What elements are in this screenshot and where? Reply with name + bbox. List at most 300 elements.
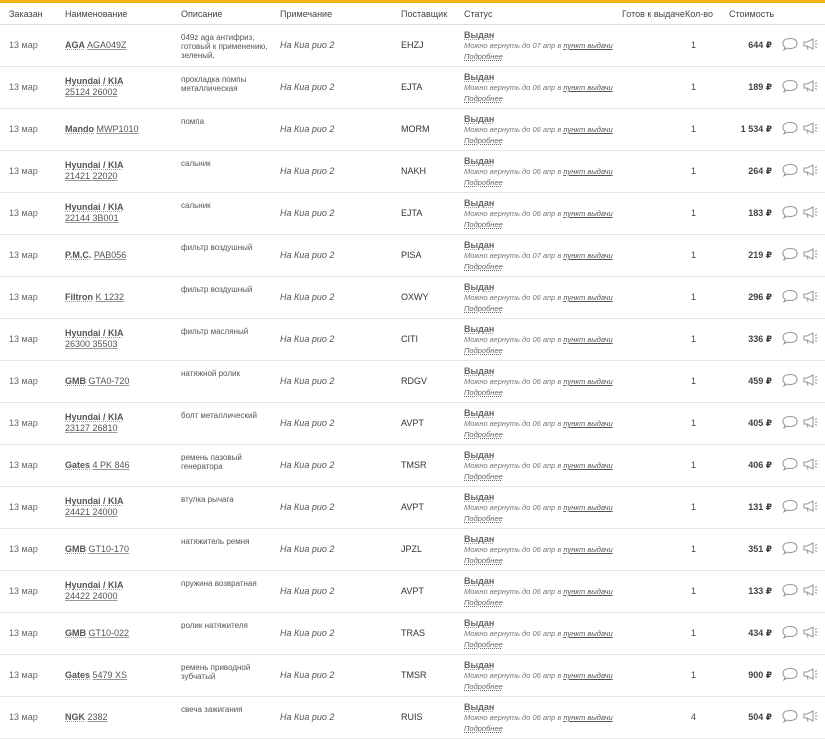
quantity: 1: [690, 208, 696, 218]
megaphone-icon[interactable]: [801, 331, 819, 345]
brand-link[interactable]: AGA: [65, 40, 85, 50]
price: 434 ₽: [748, 628, 772, 638]
order-date: 13 мар: [9, 40, 38, 50]
table-row[interactable]: [0, 361, 825, 403]
part-code-link[interactable]: 24421 24000: [65, 507, 118, 517]
header-status[interactable]: Статус: [464, 9, 493, 19]
row-actions: [781, 583, 821, 597]
return-text: Можно вернуть до 06 апр в: [464, 125, 562, 134]
part-name: [65, 370, 129, 387]
return-text: Можно вернуть до 07 апр в: [464, 251, 562, 260]
megaphone-icon[interactable]: [801, 499, 819, 513]
status-label[interactable]: Выдан: [464, 702, 495, 712]
megaphone-icon[interactable]: [801, 289, 819, 303]
return-text: Можно вернуть до 06 апр в: [464, 335, 562, 344]
part-description: прокладка помпы металлическая: [181, 75, 247, 93]
comment-icon[interactable]: [781, 709, 799, 723]
price: 504 ₽: [748, 712, 772, 722]
megaphone-icon[interactable]: [801, 247, 819, 261]
status-label[interactable]: Выдан: [464, 534, 495, 544]
megaphone-icon[interactable]: [801, 37, 819, 51]
status-label[interactable]: Выдан: [464, 282, 495, 292]
table-row[interactable]: [0, 445, 825, 487]
table-row[interactable]: [0, 109, 825, 151]
order-note: На Киа рио 2: [280, 166, 335, 176]
price: 459 ₽: [748, 376, 772, 386]
pickup-point-link[interactable]: пункт выдачи: [563, 125, 613, 134]
return-text: Можно вернуть до 06 апр в: [464, 293, 562, 302]
comment-icon[interactable]: [781, 667, 799, 681]
pickup-point-link[interactable]: пункт выдачи: [563, 629, 613, 638]
supplier-code: TRAS: [401, 628, 426, 638]
pickup-point-link[interactable]: пункт выдачи: [563, 377, 613, 386]
supplier-code: EJTA: [401, 82, 423, 92]
pickup-point-link[interactable]: пункт выдачи: [563, 461, 613, 470]
pickup-point-link[interactable]: пункт выдачи: [563, 671, 613, 680]
part-name: [65, 538, 129, 555]
return-text: Можно вернуть до 06 апр в: [464, 83, 562, 92]
status-block: [464, 324, 613, 356]
supplier-code: OXWY: [401, 292, 429, 302]
pickup-point-link[interactable]: пункт выдачи: [563, 41, 613, 50]
quantity: 1: [690, 40, 696, 50]
part-description: 049z aga антифриз, готовый к применению, зеленый,: [181, 33, 268, 60]
supplier-code: EHZJ: [401, 40, 424, 50]
order-note: На Киа рио 2: [280, 628, 335, 638]
part-code-link[interactable]: 22144 3B001: [65, 213, 119, 223]
brand-link[interactable]: Hyundai / KIA: [65, 580, 124, 590]
brand-link[interactable]: GMB: [65, 376, 86, 386]
part-code-link[interactable]: 25124 26002: [65, 87, 118, 97]
details-link[interactable]: Подробнее: [464, 598, 503, 607]
return-info: [464, 671, 613, 680]
part-description: ремень приводной зубчатый: [181, 663, 251, 681]
details-link[interactable]: Подробнее: [464, 220, 503, 229]
part-code-link[interactable]: MWP1010: [96, 124, 139, 134]
part-description: фильтр воздушный: [181, 285, 253, 294]
order-date: 13 мар: [9, 670, 38, 680]
return-info: [464, 713, 613, 722]
row-actions: [781, 37, 821, 51]
order-date: 13 мар: [9, 166, 38, 176]
return-info: [464, 335, 613, 344]
part-code-link[interactable]: GTA0-720: [88, 376, 130, 386]
part-name: [65, 412, 124, 434]
part-description: втулка рычага: [181, 495, 234, 504]
comment-icon[interactable]: [781, 373, 799, 387]
status-block: [464, 450, 613, 482]
price: 1 534 ₽: [740, 124, 772, 134]
pickup-point-link[interactable]: пункт выдачи: [563, 335, 613, 344]
brand-link[interactable]: Gates: [65, 460, 91, 470]
megaphone-icon[interactable]: [801, 163, 819, 177]
part-description: пружина возвратная: [181, 579, 257, 588]
row-actions: [781, 289, 821, 303]
header-ready[interactable]: Готов к выдаче: [622, 9, 685, 19]
quantity: 1: [690, 544, 696, 554]
supplier-code: PISA: [401, 250, 422, 260]
pickup-point-link[interactable]: пункт выдачи: [563, 419, 613, 428]
details-link[interactable]: Подробнее: [464, 136, 503, 145]
part-name: [65, 454, 130, 471]
supplier-code: AVPT: [401, 502, 424, 512]
status-block: [464, 408, 613, 440]
brand-link[interactable]: Gates: [65, 670, 91, 680]
pickup-point-link[interactable]: пункт выдачи: [563, 545, 613, 554]
order-note: На Киа рио 2: [280, 670, 335, 680]
return-info: [464, 503, 613, 512]
part-code-link[interactable]: 2382: [87, 712, 108, 722]
brand-link[interactable]: Hyundai / KIA: [65, 328, 124, 338]
comment-icon[interactable]: [781, 415, 799, 429]
status-block: [464, 240, 613, 272]
table-row[interactable]: [0, 67, 825, 109]
order-note: На Киа рио 2: [280, 82, 335, 92]
megaphone-icon[interactable]: [801, 541, 819, 555]
row-actions: [781, 667, 821, 681]
status-block: [464, 660, 613, 692]
supplier-code: CITI: [401, 334, 418, 344]
details-link[interactable]: Подробнее: [464, 430, 503, 439]
order-note: На Киа рио 2: [280, 250, 335, 260]
quantity: 1: [690, 124, 696, 134]
table-row[interactable]: [0, 151, 825, 193]
quantity: 1: [690, 628, 696, 638]
quantity: 1: [690, 82, 696, 92]
details-link[interactable]: Подробнее: [464, 724, 503, 733]
part-name: [65, 76, 124, 98]
order-date: 13 мар: [9, 250, 38, 260]
table-row[interactable]: [0, 697, 825, 739]
order-date: 13 мар: [9, 544, 38, 554]
details-link[interactable]: Подробнее: [464, 640, 503, 649]
order-note: На Киа рио 2: [280, 376, 335, 386]
price: 133 ₽: [748, 586, 772, 596]
order-date: 13 мар: [9, 334, 38, 344]
status-label[interactable]: Выдан: [464, 198, 495, 208]
row-actions: [781, 709, 821, 723]
pickup-point-link[interactable]: пункт выдачи: [563, 503, 613, 512]
order-date: 13 мар: [9, 418, 38, 428]
status-label[interactable]: Выдан: [464, 492, 495, 502]
status-label[interactable]: Выдан: [464, 324, 495, 334]
return-text: Можно вернуть до 06 апр в: [464, 461, 562, 470]
header-description[interactable]: Описание: [181, 9, 223, 19]
megaphone-icon[interactable]: [801, 121, 819, 135]
status-block: [464, 114, 613, 146]
status-block: [464, 72, 613, 104]
supplier-code: AVPT: [401, 586, 424, 596]
order-note: На Киа рио 2: [280, 334, 335, 344]
comment-icon[interactable]: [781, 625, 799, 639]
return-text: Можно вернуть до 06 апр в: [464, 503, 562, 512]
part-name: [65, 160, 124, 182]
table-row[interactable]: [0, 655, 825, 697]
part-description: натяжной ролик: [181, 369, 240, 378]
details-link[interactable]: Подробнее: [464, 556, 503, 565]
brand-link[interactable]: P.M.C.: [65, 250, 92, 260]
status-block: [464, 492, 613, 524]
supplier-code: TMSR: [401, 460, 427, 470]
brand-link[interactable]: Hyundai / KIA: [65, 202, 124, 212]
table-row[interactable]: [0, 277, 825, 319]
details-link[interactable]: Подробнее: [464, 472, 503, 481]
row-actions: [781, 79, 821, 93]
part-description: фильтр масляный: [181, 327, 249, 336]
comment-icon[interactable]: [781, 289, 799, 303]
megaphone-icon[interactable]: [801, 625, 819, 639]
part-name: [65, 244, 126, 261]
part-description: ремень пазовый генератора: [181, 453, 242, 471]
details-link[interactable]: Подробнее: [464, 346, 503, 355]
price: 264 ₽: [748, 166, 772, 176]
part-name: [65, 118, 139, 135]
brand-link[interactable]: Hyundai / KIA: [65, 412, 124, 422]
return-info: [464, 83, 613, 92]
part-code-link[interactable]: 26300 35503: [65, 339, 118, 349]
comment-icon[interactable]: [781, 247, 799, 261]
megaphone-icon[interactable]: [801, 457, 819, 471]
part-description: сальник: [181, 201, 211, 210]
supplier-code: NAKH: [401, 166, 427, 176]
supplier-code: TMSR: [401, 670, 427, 680]
status-block: [464, 282, 613, 314]
order-date: 13 мар: [9, 292, 38, 302]
price: 406 ₽: [748, 460, 772, 470]
table-row[interactable]: [0, 613, 825, 655]
brand-link[interactable]: Hyundai / KIA: [65, 76, 124, 86]
part-description: помпа: [181, 117, 205, 126]
part-code-link[interactable]: 24422 24000: [65, 591, 118, 601]
header-qty[interactable]: Кол-во: [685, 9, 713, 19]
row-actions: [781, 499, 821, 513]
comment-icon[interactable]: [781, 37, 799, 51]
order-note: На Киа рио 2: [280, 544, 335, 554]
quantity: 1: [690, 586, 696, 596]
header-name[interactable]: Наименование: [65, 9, 128, 19]
supplier-code: RDGV: [401, 376, 428, 386]
part-name: [65, 664, 127, 681]
part-name: [65, 580, 124, 602]
return-info: [464, 293, 613, 302]
price: 219 ₽: [748, 250, 772, 260]
part-code-link[interactable]: PAB056: [93, 250, 127, 260]
part-code-link[interactable]: K 1232: [95, 292, 125, 302]
return-text: Можно вернуть до 06 апр в: [464, 587, 562, 596]
part-description: сальник: [181, 159, 211, 168]
comment-icon[interactable]: [781, 457, 799, 471]
return-info: [464, 545, 613, 554]
order-date: 13 мар: [9, 586, 38, 596]
megaphone-icon[interactable]: [801, 79, 819, 93]
return-info: [464, 587, 613, 596]
return-info: [464, 629, 613, 638]
status-block: [464, 366, 613, 398]
order-date: 13 мар: [9, 712, 38, 722]
comment-icon[interactable]: [781, 499, 799, 513]
return-info: [464, 461, 613, 470]
status-label[interactable]: Выдан: [464, 366, 495, 376]
comment-icon[interactable]: [781, 79, 799, 93]
part-name: [65, 328, 124, 350]
brand-link[interactable]: Hyundai / KIA: [65, 496, 124, 506]
supplier-code: RUIS: [401, 712, 423, 722]
brand-link[interactable]: Filtron: [65, 292, 93, 302]
price: 131 ₽: [748, 502, 772, 512]
megaphone-icon[interactable]: [801, 415, 819, 429]
quantity: 1: [690, 376, 696, 386]
status-block: [464, 702, 613, 734]
table-row[interactable]: [0, 487, 825, 529]
return-text: Можно вернуть до 06 апр в: [464, 377, 562, 386]
order-date: 13 мар: [9, 502, 38, 512]
part-name: [65, 286, 124, 303]
table-row[interactable]: [0, 25, 825, 67]
megaphone-icon[interactable]: [801, 583, 819, 597]
megaphone-icon[interactable]: [801, 205, 819, 219]
return-text: Можно вернуть до 06 апр в: [464, 209, 562, 218]
brand-link[interactable]: Mando: [65, 124, 94, 134]
table-row[interactable]: [0, 235, 825, 277]
details-link[interactable]: Подробнее: [464, 262, 503, 271]
part-code-link[interactable]: GT10-022: [88, 628, 130, 638]
table-row[interactable]: [0, 319, 825, 361]
table-row[interactable]: [0, 571, 825, 613]
status-label[interactable]: Выдан: [464, 450, 495, 460]
return-info: [464, 167, 613, 176]
brand-link[interactable]: GMB: [65, 544, 86, 554]
status-label[interactable]: Выдан: [464, 72, 495, 82]
supplier-code: MORM: [401, 124, 430, 134]
row-actions: [781, 541, 821, 555]
part-code-link[interactable]: 4 PK 846: [92, 460, 130, 470]
status-block: [464, 156, 613, 188]
status-label[interactable]: Выдан: [464, 240, 495, 250]
price: 183 ₽: [748, 208, 772, 218]
part-description: ролик натяжителя: [181, 621, 248, 630]
quantity: 1: [690, 502, 696, 512]
details-link[interactable]: Подробнее: [464, 304, 503, 313]
details-link[interactable]: Подробнее: [464, 388, 503, 397]
part-name: [65, 622, 129, 639]
pickup-point-link[interactable]: пункт выдачи: [563, 251, 613, 260]
price: 900 ₽: [748, 670, 772, 680]
return-text: Можно вернуть до 06 апр в: [464, 629, 562, 638]
pickup-point-link[interactable]: пункт выдачи: [563, 587, 613, 596]
supplier-code: AVPT: [401, 418, 424, 428]
return-text: Можно вернуть до 06 апр в: [464, 419, 562, 428]
supplier-code: JPZL: [401, 544, 423, 554]
table-row[interactable]: [0, 403, 825, 445]
part-description: натяжитель ремня: [181, 537, 250, 546]
status-label[interactable]: Выдан: [464, 660, 495, 670]
status-label[interactable]: Выдан: [464, 114, 495, 124]
order-note: На Киа рио 2: [280, 460, 335, 470]
order-date: 13 мар: [9, 124, 38, 134]
price: 405 ₽: [748, 418, 772, 428]
quantity: 1: [690, 418, 696, 428]
comment-icon[interactable]: [781, 331, 799, 345]
brand-link[interactable]: GMB: [65, 628, 86, 638]
order-note: На Киа рио 2: [280, 586, 335, 596]
header-ordered[interactable]: Заказан: [9, 9, 43, 19]
comment-icon[interactable]: [781, 541, 799, 555]
pickup-point-link[interactable]: пункт выдачи: [563, 293, 613, 302]
quantity: 1: [690, 460, 696, 470]
table-row[interactable]: [0, 193, 825, 235]
return-text: Можно вернуть до 06 апр в: [464, 167, 562, 176]
part-code-link[interactable]: 23127 26810: [65, 423, 118, 433]
row-actions: [781, 163, 821, 177]
part-description: свеча зажигания: [181, 705, 243, 714]
status-label[interactable]: Выдан: [464, 30, 495, 40]
pickup-point-link[interactable]: пункт выдачи: [563, 83, 613, 92]
quantity: 1: [690, 670, 696, 680]
order-note: На Киа рио 2: [280, 502, 335, 512]
orders-table-body: [0, 25, 825, 739]
return-info: [464, 251, 613, 260]
status-label[interactable]: Выдан: [464, 156, 495, 166]
row-actions: [781, 121, 821, 135]
quantity: 1: [690, 250, 696, 260]
brand-link[interactable]: Hyundai / KIA: [65, 160, 124, 170]
comment-icon[interactable]: [781, 163, 799, 177]
details-link[interactable]: Подробнее: [464, 178, 503, 187]
return-info: [464, 377, 613, 386]
status-label[interactable]: Выдан: [464, 408, 495, 418]
details-link[interactable]: Подробнее: [464, 514, 503, 523]
part-code-link[interactable]: AGA049Z: [87, 40, 127, 50]
part-name: [65, 34, 127, 51]
row-actions: [781, 415, 821, 429]
return-info: [464, 125, 613, 134]
details-link[interactable]: Подробнее: [464, 682, 503, 691]
brand-link[interactable]: NGK: [65, 712, 85, 722]
pickup-point-link[interactable]: пункт выдачи: [563, 167, 613, 176]
megaphone-icon[interactable]: [801, 667, 819, 681]
comment-icon[interactable]: [781, 583, 799, 597]
row-actions: [781, 373, 821, 387]
megaphone-icon[interactable]: [801, 373, 819, 387]
details-link[interactable]: Подробнее: [464, 94, 503, 103]
megaphone-icon[interactable]: [801, 709, 819, 723]
comment-icon[interactable]: [781, 205, 799, 219]
order-date: 13 мар: [9, 376, 38, 386]
pickup-point-link[interactable]: пункт выдачи: [563, 713, 613, 722]
part-name: [65, 706, 108, 723]
pickup-point-link[interactable]: пункт выдачи: [563, 209, 613, 218]
return-info: [464, 41, 613, 50]
comment-icon[interactable]: [781, 121, 799, 135]
part-code-link[interactable]: GT10-170: [88, 544, 130, 554]
part-name: [65, 202, 124, 224]
order-note: На Киа рио 2: [280, 292, 335, 302]
row-actions: [781, 205, 821, 219]
status-label[interactable]: Выдан: [464, 618, 495, 628]
order-note: На Киа рио 2: [280, 712, 335, 722]
details-link[interactable]: Подробнее: [464, 52, 503, 61]
status-label[interactable]: Выдан: [464, 576, 495, 586]
header-supplier[interactable]: Поставщик: [401, 9, 448, 19]
status-block: [464, 618, 613, 650]
price: 351 ₽: [748, 544, 772, 554]
header-cost[interactable]: Стоимость: [729, 9, 775, 19]
part-code-link[interactable]: 21421 22020: [65, 171, 118, 181]
table-row[interactable]: [0, 529, 825, 571]
part-code-link[interactable]: 5479 XS: [92, 670, 128, 680]
return-text: Можно вернуть до 06 апр в: [464, 713, 562, 722]
header-note[interactable]: Примечание: [280, 9, 333, 19]
